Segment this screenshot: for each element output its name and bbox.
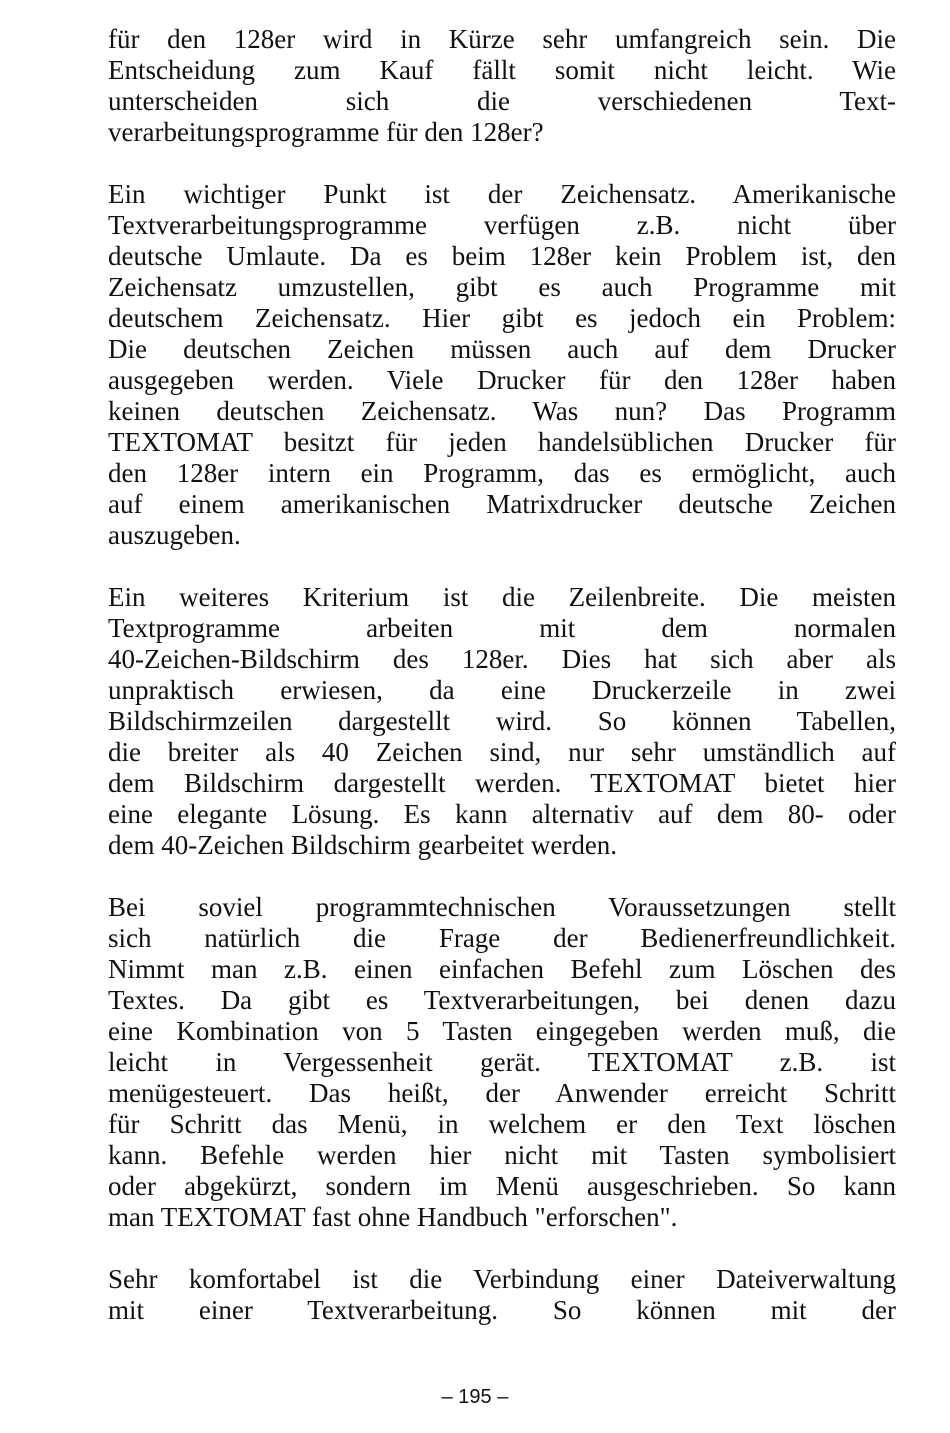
text-line: den 128er intern ein Programm, das es ermöglicht, auch	[108, 458, 896, 488]
text-line: TEXTOMAT besitzt für jeden handelsüblichen Drucker für	[108, 427, 896, 457]
text-line: kann. Befehle werden hier nicht mit Tasten symbolisiert	[108, 1140, 896, 1170]
paragraph-2	[108, 179, 896, 551]
text-line: dem 40-Zeichen Bildschirm gearbeitet werden.	[108, 830, 618, 860]
page-body	[108, 24, 896, 1326]
paragraph-5	[108, 1264, 896, 1326]
text-line: Bei soviel programmtechnischen Voraussetzungen stellt	[108, 892, 896, 922]
text-line: auf einem amerikanischen Matrixdrucker deutsche Zeichen	[108, 489, 896, 519]
text-line: mit einer Textverarbeitung. So können mit der	[108, 1295, 896, 1325]
text-line: oder abgekürzt, sondern im Menü ausgeschrieben. So kann	[108, 1171, 896, 1201]
text-line: Ein weiteres Kriterium ist die Zeilenbreite. Die meisten	[108, 582, 896, 612]
text-line: unterscheiden sich die verschiedenen Text-	[108, 86, 896, 116]
text-line: menügesteuert. Das heißt, der Anwender erreicht Schritt	[108, 1078, 896, 1108]
text-line: Zeichensatz umzustellen, gibt es auch Programme mit	[108, 272, 896, 302]
text-line: keinen deutschen Zeichensatz. Was nun? Das Programm	[108, 396, 896, 426]
page-number: – 195 –	[441, 1386, 509, 1408]
text-line: deutsche Umlaute. Da es beim 128er kein Problem ist, den	[108, 241, 896, 271]
text-line: man TEXTOMAT fast ohne Handbuch "erforschen".	[108, 1202, 678, 1232]
text-line: Entscheidung zum Kauf fällt somit nicht leicht. Wie	[108, 55, 896, 85]
text-line: ausgegeben werden. Viele Drucker für den 128er haben	[108, 365, 896, 395]
paragraph-4	[108, 892, 896, 1233]
paragraph-gap	[108, 1233, 896, 1264]
text-line: die breiter als 40 Zeichen sind, nur sehr umständlich auf	[108, 737, 896, 767]
paragraph-3	[108, 582, 896, 861]
paragraph-gap	[108, 148, 896, 179]
text-line: Ein wichtiger Punkt ist der Zeichensatz. Amerikanische	[108, 179, 896, 209]
text-line: Die deutschen Zeichen müssen auch auf dem Drucker	[108, 334, 896, 364]
paragraph-gap	[108, 861, 896, 892]
paragraph-1	[108, 24, 896, 148]
text-line: Textverarbeitungsprogramme verfügen z.B. nicht über	[108, 210, 896, 240]
text-line: Sehr komfortabel ist die Verbindung einer Dateiverwaltung	[108, 1264, 896, 1294]
text-line: für den 128er wird in Kürze sehr umfangreich sein. Die	[108, 24, 896, 54]
text-line: Bildschirmzeilen dargestellt wird. So können Tabellen,	[108, 706, 896, 736]
text-line: Textprogramme arbeiten mit dem normalen	[108, 613, 896, 643]
text-line: unpraktisch erwiesen, da eine Druckerzeile in zwei	[108, 675, 896, 705]
text-line: deutschem Zeichensatz. Hier gibt es jedoch ein Problem:	[108, 303, 896, 333]
text-line: 40-Zeichen-Bildschirm des 128er. Dies hat sich aber als	[108, 644, 896, 674]
text-line: Nimmt man z.B. einen einfachen Befehl zum Löschen des	[108, 954, 896, 984]
text-line: eine Kombination von 5 Tasten eingegeben werden muß, die	[108, 1016, 896, 1046]
text-line: Textes. Da gibt es Textverarbeitungen, bei denen dazu	[108, 985, 896, 1015]
text-line: dem Bildschirm dargestellt werden. TEXTOMAT bietet hier	[108, 768, 896, 798]
text-line: für Schritt das Menü, in welchem er den Text löschen	[108, 1109, 896, 1139]
text-line: auszugeben.	[108, 520, 241, 550]
text-line: sich natürlich die Frage der Bedienerfreundlichkeit.	[108, 923, 896, 953]
paragraph-gap	[108, 551, 896, 582]
text-line: leicht in Vergessenheit gerät. TEXTOMAT z.B. ist	[108, 1047, 896, 1077]
text-line: eine elegante Lösung. Es kann alternativ auf dem 80- oder	[108, 799, 896, 829]
text-line: verarbeitungsprogramme für den 128er?	[108, 117, 544, 147]
